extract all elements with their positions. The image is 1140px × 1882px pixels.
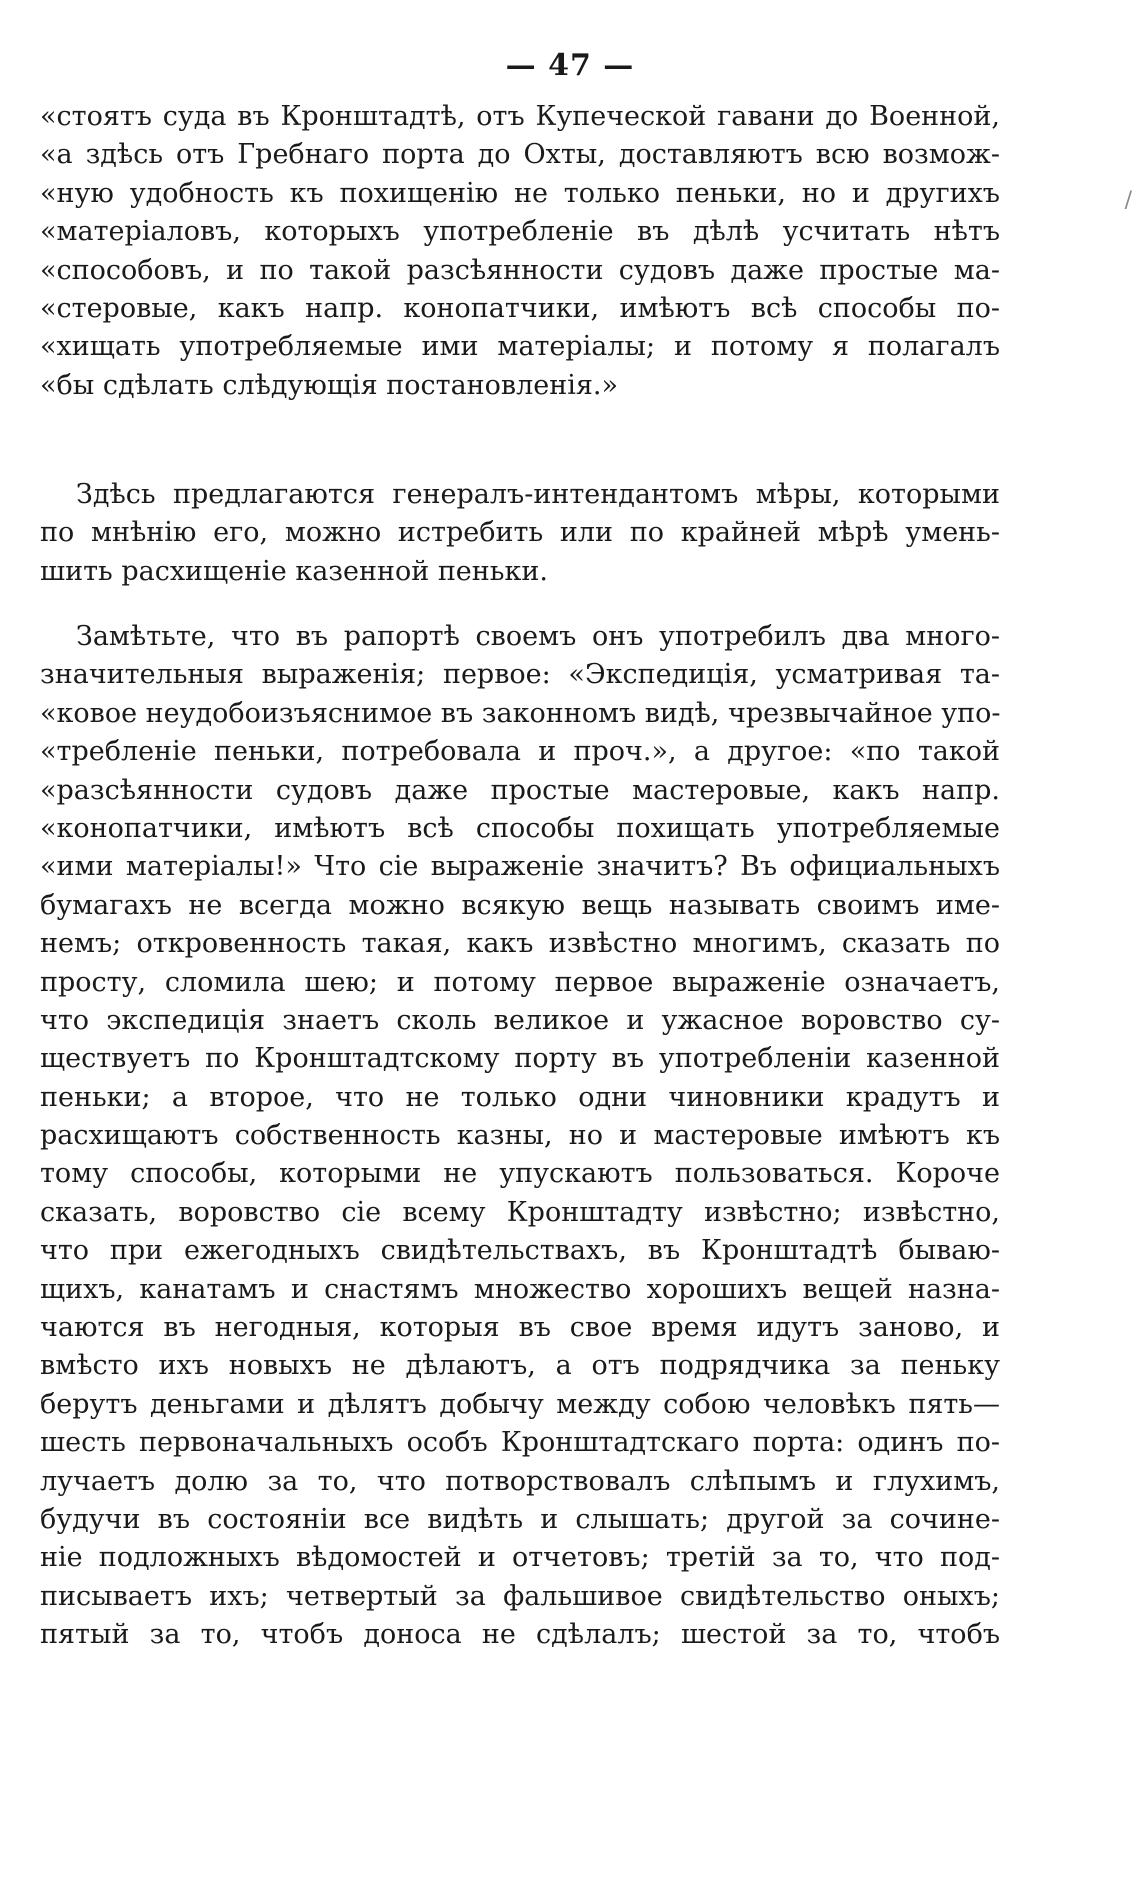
text-line: «а здѣсь отъ Гребнаго порта до Охты, доставляютъ всю возмож- — [40, 139, 1000, 171]
text-line: расхищаютъ собственность казны, но и мастеровые имѣютъ къ — [40, 1120, 1000, 1152]
text-line: «хищать употребляемые ими матерiалы; и потому я полагалъ — [40, 331, 1000, 363]
text-line: немъ; откровенность такая, какъ извѣстно многимъ, сказать по — [40, 928, 1000, 960]
text-line: «ную удобность къ похищенiю не только пеньки, но и другихъ — [40, 177, 1000, 209]
text-line: сказать, воровство сiе всему Кронштадту извѣстно; извѣстно, — [40, 1196, 1000, 1228]
text-line: щихъ, канатамъ и снастямъ множество хорошихъ вещей назна- — [40, 1273, 1000, 1305]
text-line: «требленiе пеньки, потребовала и проч.», а другое: «по такой — [40, 736, 1000, 768]
text-line: тому способы, которыми не упускаютъ пользоваться. Короче — [40, 1158, 1000, 1190]
text-line: по мнѣнiю его, можно истребить или по крайней мѣрѣ умень- — [40, 517, 1000, 549]
text-line: пятый за то, чтобъ доноса не сдѣлалъ; шестой за то, чтобъ — [40, 1619, 1000, 1651]
stray-mark: / — [1124, 188, 1132, 213]
paragraph-1 — [40, 98, 1000, 405]
text-line: шесть первоначальныхъ особъ Кронштадтскаго порта: одинъ по- — [40, 1427, 1000, 1459]
text-line — [40, 1693, 1000, 1731]
text-line: Замѣтьте, что въ рапортѣ своемъ онъ употребилъ два много- — [76, 621, 1000, 652]
text-line: пеньки; а второе, что не только одни чиновники крадутъ и — [40, 1081, 1000, 1113]
text-line: просту, сломила шею; и потому первое выраженiе означаетъ, — [40, 966, 1000, 998]
text-line: что при ежегодныхъ свидѣтельствахъ, въ Кронштадтѣ бываю- — [40, 1235, 1000, 1267]
text-line: бумагахъ не всегда можно всякую вещь называть своимъ име- — [40, 889, 1000, 921]
text-line: «ими матерiалы!» Что сiе выраженiе значитъ? Въ официальныхъ — [40, 851, 1000, 883]
paragraph-3 — [40, 618, 1000, 1770]
text-line: ществуетъ по Кронштадтскому порту въ употребленiи казенной — [40, 1043, 1000, 1075]
text-line: писываетъ ихъ; четвертый за фальшивое свидѣтельство оныхъ; — [40, 1580, 1000, 1612]
text-line: «стеровые, какъ напр. конопатчики, имѣютъ всѣ способы по- — [40, 292, 1000, 324]
text-line: нiе подложныхъ вѣдомостей и отчетовъ; третiй за то, что под- — [40, 1542, 1000, 1574]
text-line: Здѣсь предлагаются генералъ-интендантомъ мѣры, которыми — [76, 479, 1000, 510]
page-number: — 47 — — [505, 48, 635, 83]
text-line: «ковое неудобоизъяснимое въ законномъ видѣ, чрезвычайное упо- — [40, 697, 1001, 729]
text-line: будучи въ состоянiи все видѣть и слышать; другой за сочине- — [40, 1503, 1000, 1535]
text-line: «способовъ, и по такой разсѣянности судовъ даже простые ма- — [40, 254, 1000, 286]
text-line: «стоятъ суда въ Кронштадтѣ, отъ Купеческой гавани до Военной, — [40, 101, 1000, 132]
text-line: «бы сдѣлать слѣдующiя постановленiя.» — [40, 369, 619, 401]
text-line — [40, 1731, 1000, 1769]
text-line: значительныя выраженiя; первое: «Экспедицiя, усматривая та- — [40, 659, 1000, 691]
text-line: «конопатчики, имѣютъ всѣ способы похищать употребляемые — [40, 812, 1000, 844]
text-line — [40, 1655, 1000, 1693]
text-line: вмѣсто ихъ новыхъ не дѣлаютъ, а отъ подрядчика за пеньку — [40, 1350, 1000, 1382]
text-line: чаются въ негодныя, которыя въ свое время идутъ заново, и — [40, 1312, 1000, 1344]
text-line: лучаетъ долю за то, что потворствовалъ слѣпымъ и глухимъ, — [40, 1465, 1000, 1497]
text-line: что экспедицiя знаетъ сколь великое и ужасное воровство су- — [40, 1004, 1000, 1036]
text-line: берутъ деньгами и дѣлятъ добычу между собою человѣкъ пять— — [40, 1388, 1000, 1420]
paragraph-2 — [40, 476, 1000, 591]
text-line: «матерiаловъ, которыхъ употребленiе въ дѣлѣ усчитать нѣтъ — [40, 216, 1000, 248]
text-line: «разсѣянности судовъ даже простые мастеровые, какъ напр. — [40, 774, 1000, 806]
text-line: шить расхищенiе казенной пеньки. — [40, 555, 548, 587]
